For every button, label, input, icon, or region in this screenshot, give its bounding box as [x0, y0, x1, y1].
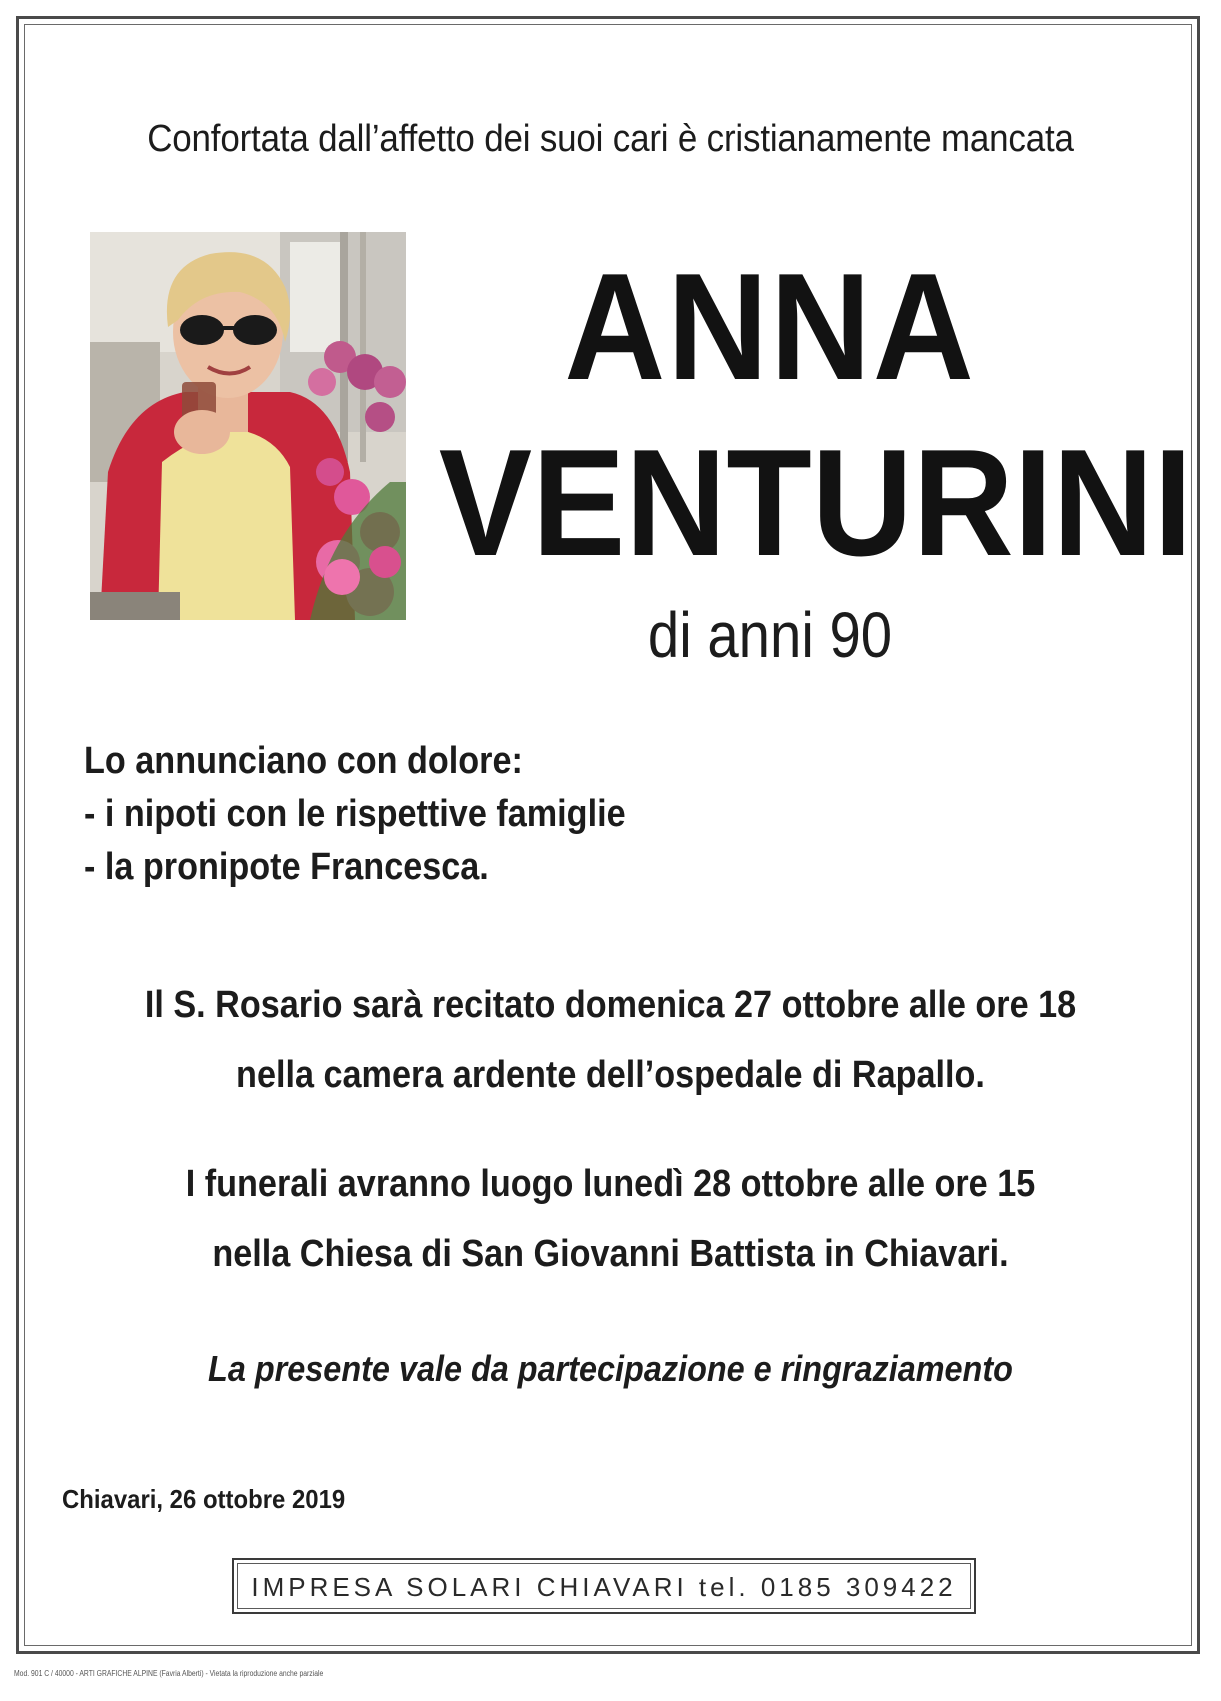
funeral-location: nella Chiesa di San Giovanni Battista in Chiavari. [212, 1233, 1009, 1275]
funeral-line: I funerali avranno luogo lunedì 28 ottobre alle ore 15 [185, 1163, 1036, 1205]
funeral-agency-text: IMPRESA SOLARI CHIAVARI tel. 0185 309422 [251, 1572, 957, 1602]
age-text: di anni 90 [647, 599, 893, 671]
rosary-line: Il S. Rosario sarà recitato domenica 27 ottobre alle ore 18 [144, 984, 1077, 1026]
first-name: ANNA [564, 242, 976, 412]
print-footer: Mod. 901 C / 40000 - ARTI GRAFICHE ALPINE (Favria Alberti) - Vietata la riproduzione anche parziale [14, 1669, 324, 1678]
deceased-photo [90, 232, 406, 620]
rosary-location: nella camera ardente dell’ospedale di Rapallo. [236, 1054, 985, 1096]
closing-text: La presente vale da partecipazione e ringraziamento [208, 1348, 1013, 1389]
funeral-agency-box [232, 1558, 976, 1614]
portrait-illustration [90, 232, 406, 620]
announcement-heading: Lo annunciano con dolore: [84, 740, 523, 782]
announcement-item: - la pronipote Francesca. [84, 846, 489, 888]
dateline: Chiavari, 26 ottobre 2019 [62, 1484, 346, 1514]
announcement-item: - i nipoti con le rispettive famiglie [84, 793, 626, 835]
intro-text: Confortata dall’affetto dei suoi cari è cristianamente mancata [147, 118, 1074, 160]
last-name: VENTURINI [438, 418, 1193, 588]
